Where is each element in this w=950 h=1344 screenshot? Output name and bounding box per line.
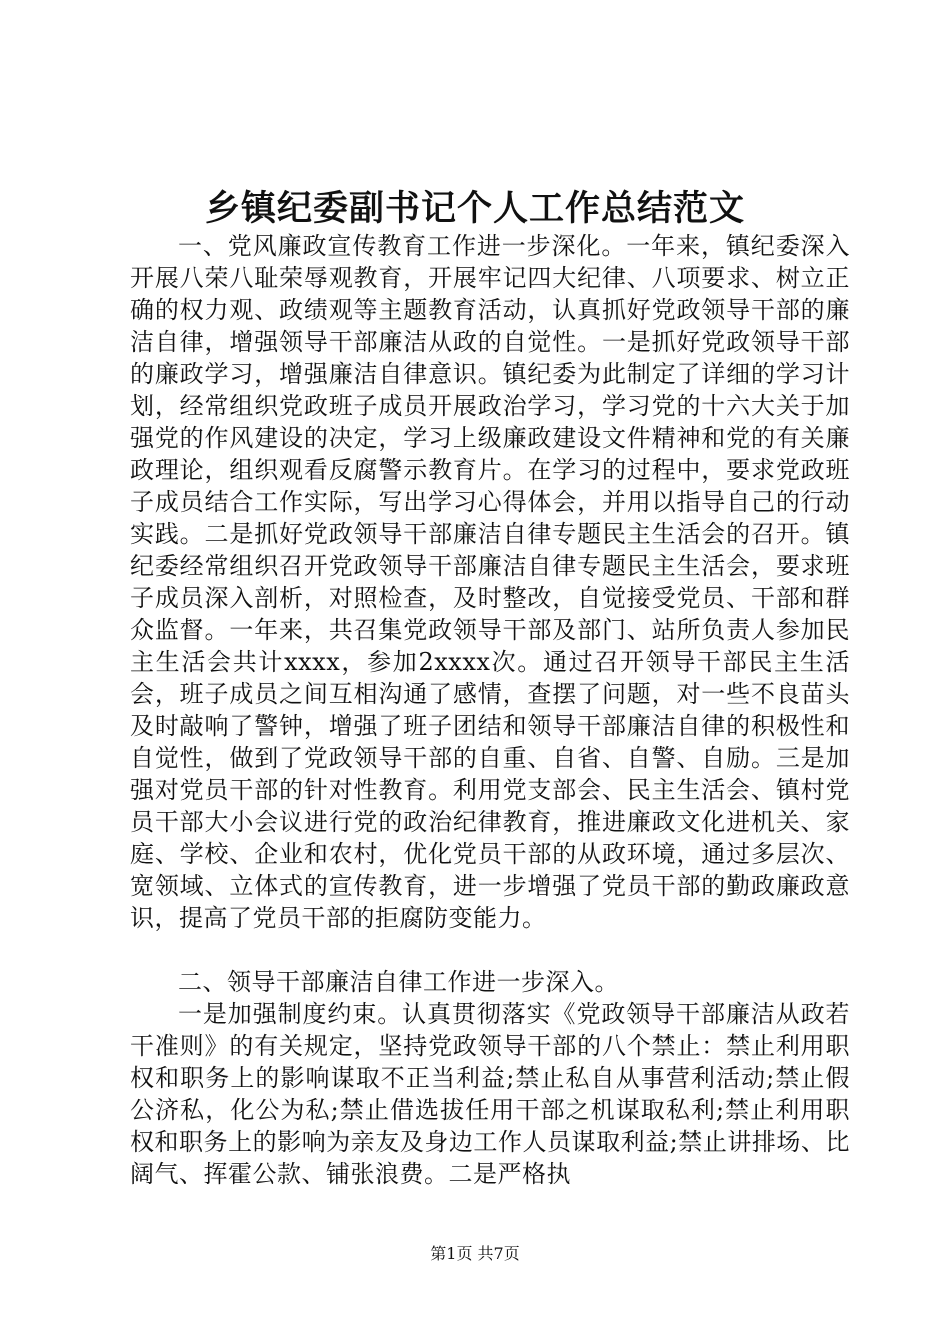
paragraph-system-constraints: 一是加强制度约束。认真贯彻落实《党政领导干部廉洁从政若干准则》的有关规定，坚持党政领导干部的八个禁止：禁止利用职权和职务上的影响谋取不正当利益;禁止私自从事营利活动;禁止假公济私，化公为私;禁止借选拔任用干部之机谋取私利;禁止利用职权和职务上的影响为亲友及身边工作人员谋取利益;禁止讲排场、比阔气、挥霍公款、铺张浪费。二是严格执 bbox=[130, 1000, 850, 1188]
page-number-footer: 第1页 共7页 bbox=[430, 1244, 520, 1263]
paragraph-party-education: 一、党风廉政宣传教育工作进一步深化。一年来，镇纪委深入开展八荣八耻荣辱观教育，开展牢记四大纪律、八项要求、树立正确的权力观、政绩观等主题教育活动，认真抓好党政领导干部的廉洁自律，增强领导干部廉洁从政的自觉性。一是抓好党政领导干部的廉政学习，增强廉洁自律意识。镇纪委为此制定了详细的学习计划，经常组织党政班子成员开展政治学习，学习党的十六大关于加强党的作风建设的决定，学习上级廉政建设文件精神和党的有关廉政理论，组织观看反腐警示教育片。在学习的过程中，要求党政班子成员结合工作实际，写出学习心得体会，并用以指导自己的行动实践。二是抓好党政领导干部廉洁自律专题民主生活会的召开。镇纪委经常组织召开党政领导干部廉洁自律专题民主生活会，要求班子成员深入剖析，对照检查，及时整改，自觉接受党员、干部和群众监督。一年来，共召集党政领导干部及部门、站所负责人参加民主生活会共计xxxx，参加2xxxx次。通过召开领导干部民主生活会，班子成员之间互相沟通了感情，查摆了问题，对一些不良苗头及时敲响了警钟，增强了班子团结和领导干部廉洁自律的积极性和自觉性，做到了党政领导干部的自重、自省、自警、自励。三是加强对党员干部的针对性教育。利用党支部会、民主生活会、镇村党员干部大小会议进行党的政治纪律教育，推进廉政文化进机关、家庭、学校、企业和农村，优化党员干部的从政环境，通过多层次、宽领域、立体式的宣传教育，进一步增强了党员干部的勤政廉政意识，提高了党员干部的拒腐防变能力。 bbox=[130, 232, 850, 932]
document-title: 乡镇纪委副书记个人工作总结范文 bbox=[204, 188, 745, 229]
paragraph-section-two-heading: 二、领导干部廉洁自律工作进一步深入。 bbox=[178, 968, 619, 996]
